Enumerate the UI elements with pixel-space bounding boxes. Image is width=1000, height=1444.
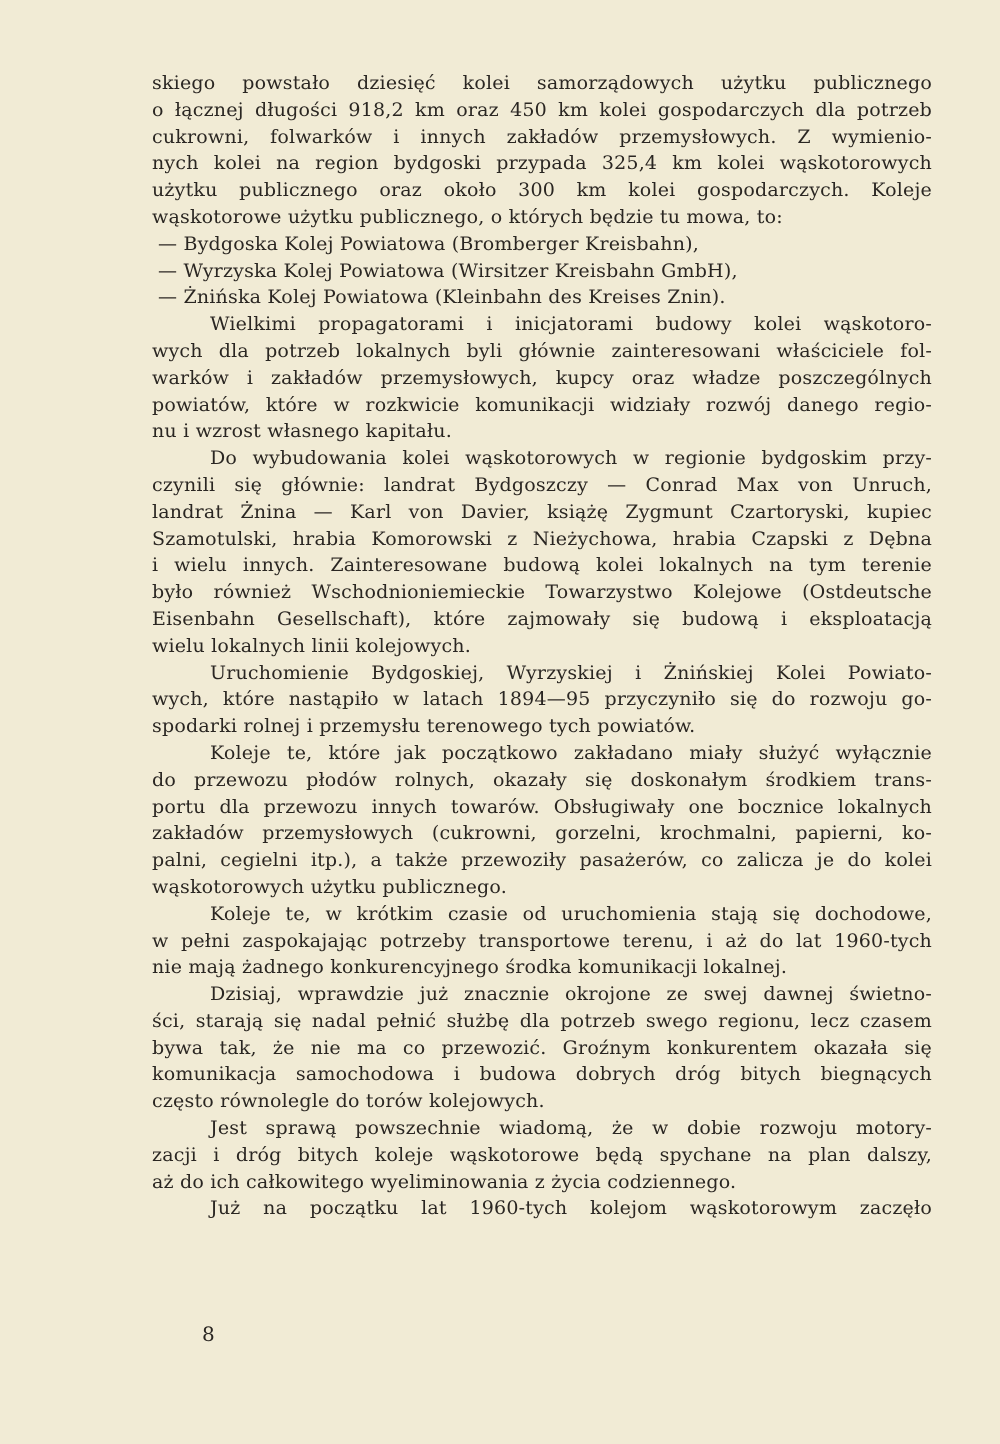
text-line: Uruchomienie Bydgoskiej, Wyrzyskiej i Żnińskiej Kolei Powiato- <box>210 661 932 684</box>
text-line: warków i zakładów przemysłowych, kupcy oraz władze poszczególnych <box>152 366 932 389</box>
text-line: Jest sprawą powszechnie wiadomą, że w dobie rozwoju motory- <box>210 1117 932 1140</box>
text-line: Koleje te, w krótkim czasie od uruchomienia stają się dochodowe, <box>210 902 932 925</box>
text-line: czynili się głównie: landrat Bydgoszczy — Conrad Max von Unruch, <box>152 473 932 496</box>
text-line: było również Wschodnioniemieckie Towarzystwo Kolejowe (Ostdeutsche <box>152 581 932 604</box>
page-number: 8 <box>202 1322 215 1346</box>
text-line: — Bydgoska Kolej Powiatowa (Bromberger Kreisbahn), <box>158 232 700 255</box>
text-line: Szamotulski, hrabia Komorowski z Nieżychowa, hrabia Czapski z Dębna <box>152 527 932 550</box>
text-line: do przewozu płodów rolnych, okazały się doskonałym środkiem trans- <box>152 768 932 791</box>
text-line: często równolegle do torów kolejowych. <box>152 1090 545 1113</box>
text-line: nych kolei na region bydgoski przypada 325,4 km kolei wąskotorowych <box>152 152 932 175</box>
text-line: nu i wzrost własnego kapitału. <box>152 420 452 443</box>
text-line: landrat Żnina — Karl von Davier, książę Zygmunt Czartoryski, kupiec <box>152 500 932 523</box>
text-line: bywa tak, że nie ma co przewozić. Groźnym konkurentem okazała się <box>152 1036 932 1059</box>
text-line: — Wyrzyska Kolej Powiatowa (Wirsitzer Kreisbahn GmbH), <box>158 259 738 282</box>
text-line: wąskotorowych użytku publicznego. <box>152 875 507 898</box>
text-line: wąskotorowe użytku publicznego, o których będzie tu mowa, to: <box>152 205 783 228</box>
text-line: i wielu innych. Zainteresowane budową kolei lokalnych na tym terenie <box>152 554 932 577</box>
text-line: Dzisiaj, wprawdzie już znacznie okrojone ze swej dawnej świetno- <box>210 983 932 1006</box>
text-line: aż do ich całkowitego wyeliminowania z życia codziennego. <box>152 1170 737 1193</box>
text-line: nie mają żadnego konkurencyjnego środka komunikacji lokalnej. <box>152 956 788 979</box>
text-line: Eisenbahn Gesellschaft), które zajmowały się budową i eksploatacją <box>152 607 932 630</box>
text-line: Już na początku lat 1960-tych kolejom wąskotorowym zaczęło <box>210 1197 932 1220</box>
text-line: cukrowni, folwarków i innych zakładów przemysłowych. Z wymienio- <box>152 125 932 148</box>
text-line: komunikacja samochodowa i budowa dobrych dróg bitych biegnących <box>152 1063 932 1086</box>
text-line: zakładów przemysłowych (cukrowni, gorzelni, krochmalni, papierni, ko- <box>152 822 932 845</box>
text-line: ści, starają się nadal pełnić służbę dla potrzeb swego regionu, lecz czasem <box>152 1009 932 1032</box>
text-line: portu dla przewozu innych towarów. Obsługiwały one bocznice lokalnych <box>152 795 932 818</box>
text-line: zacji i dróg bitych koleje wąskotorowe będą spychane na plan dalszy, <box>152 1143 932 1166</box>
text-line: skiego powstało dziesięć kolei samorządowych użytku publicznego <box>152 72 932 94</box>
text-line: o łącznej długości 918,2 km oraz 450 km kolei gospodarczych dla potrzeb <box>152 98 932 121</box>
text-line: palni, cegielni itp.), a także przewoziły pasażerów, co zalicza je do kolei <box>152 849 932 872</box>
text-line: wych dla potrzeb lokalnych byli głównie zainteresowani właściciele fol- <box>152 339 932 362</box>
text-line: — Żnińska Kolej Powiatowa (Kleinbahn des Kreises Znin). <box>158 286 726 309</box>
text-line: Koleje te, które jak początkowo zakładano miały służyć wyłącznie <box>210 741 932 764</box>
text-line: wych, które nastąpiło w latach 1894—95 przyczyniło się do rozwoju go- <box>152 688 932 711</box>
text-line: wielu lokalnych linii kolejowych. <box>152 634 471 657</box>
text-line: Wielkimi propagatorami i inicjatorami budowy kolei wąskotoro- <box>210 313 932 336</box>
text-line: powiatów, które w rozkwicie komunikacji widziały rozwój danego regio- <box>152 393 932 416</box>
text-line: spodarki rolnej i przemysłu terenowego tych powiatów. <box>152 715 696 738</box>
text-line: w pełni zaspokajając potrzeby transportowe terenu, i aż do lat 1960-tych <box>152 929 932 952</box>
page-body <box>152 70 932 1222</box>
text-line: użytku publicznego oraz około 300 km kolei gospodarczych. Koleje <box>152 179 932 202</box>
text-line: Do wybudowania kolei wąskotorowych w regionie bydgoskim przy- <box>210 447 932 470</box>
